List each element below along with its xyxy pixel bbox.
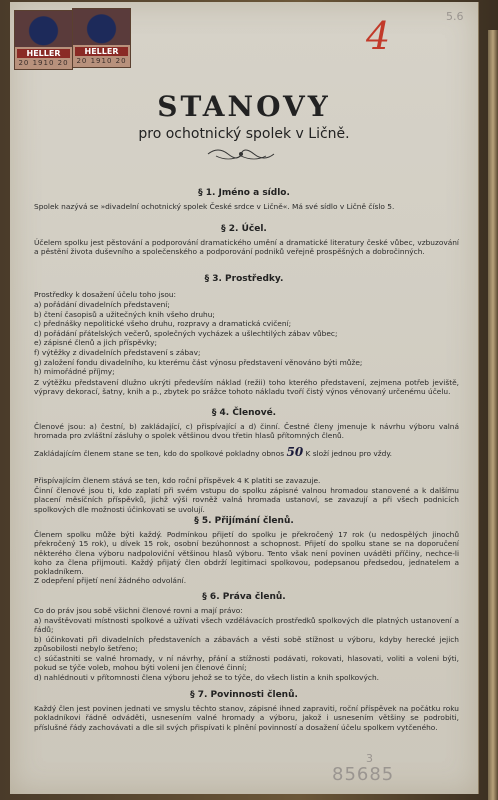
- section-heading: § 5. Přijímání členů.: [194, 516, 294, 526]
- list-item: d) pořádání přátelských večerů, společných vycházek a ušlechtilých zábav vůbec;: [34, 328, 338, 338]
- list-item: a) pořádání divadelních představení;: [34, 300, 170, 309]
- section-heading: § 7. Povinnosti členů.: [190, 690, 298, 700]
- revenue-stamp-2: [72, 8, 131, 68]
- section-text: Z výtěžku představení dlužno ukrýti především náklad (režii) toho kterého představení, zejmena potřeb jeviště, výpravy dekorací, šatny, knih a p., zbytek po srážce tohoto nákladu tvoří čistý výnos věnovaný určenému účelu.: [34, 378, 459, 397]
- handwritten-amount: 50: [286, 445, 304, 459]
- archive-number: 85685: [332, 764, 395, 785]
- stamp-year: 20 1910 20: [76, 57, 127, 65]
- list-item: c) súčastniti se valné hromady, v ní návrhy, přání a stížnosti podávati, rokovati, hlasovati, voliti a voleni býti, pokud se týče voleb, mohou býti voleni jen členové činní;: [34, 654, 459, 673]
- section-heading: § 1. Jméno a sídlo.: [198, 188, 290, 198]
- list-item: b) čtení časopisů a užitečných knih všeho druhu;: [34, 309, 215, 319]
- section-text: Činní členové jsou ti, kdo zaplatí při svém vstupu do spolku zápisné valnou hromadou stanovené a k dalšímu placení měsíčních příspěvků, jichž výši rovněž valná hromada ustanoví, se zavazují a při všech podnicích spolkových dle možnosti účinkovati se uvolují.: [34, 486, 459, 514]
- document-subtitle: pro ochotnický spolek v Ličně.: [138, 126, 350, 142]
- founder-clause: [34, 445, 459, 459]
- stamp-label: HELLER: [17, 49, 70, 58]
- list-item: f) výtěžky z divadelních představení s zábav;: [34, 347, 201, 357]
- list-item: d) nahlédnouti v přítomnosti člena výboru jehož se to týče, do všech listin a knih spolkových.: [34, 673, 379, 682]
- stamp-label: HELLER: [75, 47, 128, 56]
- means-list: [34, 300, 459, 377]
- section-text: Spolek nazývá se »divadelní ochotnický spolek České srdce v Ličně«. Má své sídlo v Ličně číslo 5.: [34, 202, 395, 211]
- page-number: 5.6: [446, 10, 464, 23]
- revenue-stamp-1: [14, 10, 73, 70]
- founder-text-post: K složí jednou pro vždy.: [305, 449, 393, 458]
- list-item: b) účinkovati při divadelních představeních a zábavách a věsti sobě stížnost u výboru, kdyby herecké jejich způsobilosti nebylo šetřeno;: [34, 635, 459, 654]
- section-text: Každý člen jest povinen jednati ve smyslu těchto stanov, zápisné ihned zapraviti, roční příspěvek na počátku roku pokladníkovi řádně odváděti, usnesením valné hromady a výboru, jakož i usnesením většiny se podrobiti, příslušné řády zachovávati a dle sil svých přispívati k plnění povinností a dosažení účelu spolkem vytčeného.: [34, 704, 459, 732]
- section-heading: § 3. Prostředky.: [204, 274, 284, 284]
- list-item: h) mimořádné příjmy;: [34, 367, 115, 377]
- section-heading: § 6. Práva členů.: [202, 592, 286, 602]
- section-text: Účelem spolku jest pěstování a podporování dramatického umění a dramatické literatury české vůbec, vzbuzování a pěstění života duševního a společenského a podporování podniků veřejně prospěšných a dobročinných.: [34, 238, 459, 257]
- section-text: Členové jsou: a) čestní, b) zakládající, c) přispívající a d) činní. Čestné členy jmenuje k návrhu výboru valná hromada pro zvláštní zásluhy o spolek většinou dvou třetin hlasů přítomných členů.: [34, 422, 459, 441]
- pencil-note: 3: [366, 752, 373, 765]
- section-heading: § 4. Členové.: [211, 408, 277, 418]
- section-intro: Prostředky k dosažení účelu toho jsou:: [34, 290, 177, 299]
- section-intro: Co do práv jsou sobě všichni členové rovni a mají právo:: [34, 606, 243, 615]
- list-item: g) založení fondu divadelního, ku kterému část výnosu představení věnováno býti může;: [34, 357, 363, 367]
- founder-text-pre: Zakládajícím členem stane se ten, kdo do spolkové pokladny obnos: [34, 449, 285, 458]
- red-pencil-mark: 4: [366, 14, 391, 58]
- section-text: Z odepření přijetí není žádného odvolání.: [34, 576, 187, 585]
- stamp-year: 20 1910 20: [18, 59, 69, 67]
- document-title: STANOVY: [157, 90, 331, 123]
- ornament-icon: [206, 146, 276, 162]
- list-item: e) zápisné členů a jich příspěvky;: [34, 338, 157, 348]
- page-stack-edge: [488, 30, 498, 800]
- list-item: c) přednášky nepolitické všeho druhu, rozpravy a dramatická cvičení;: [34, 319, 292, 329]
- list-item: a) navštěvovati místnosti spolkové a užívati všech vzdělávacích prostředků spolkových dle platných ustanovení a řádů;: [34, 616, 459, 635]
- section-text: Přispívajícím členem stává se ten, kdo roční příspěvek 4 K platiti se zavazuje.: [34, 476, 321, 485]
- document-page: [10, 2, 479, 794]
- section-text: Členem spolku může býti každý. Podmínkou přijetí do spolku je překročený 17 rok (u nedospělých jinochů překročený 15 rok), u dívek 15 rok, osobní bezúhonnost a schopnost. Přijetí do spolku stane se na doporučení některého člena výboru nadpoloviční většinou hlasů výboru. Tento však není povinen uváděti příčiny, nechce-li koho za člena přijmouti. Každý přijatý člen obdrží legitimaci spolkovou, podepsanou předsedou, jednatelem a pokladníkem.: [34, 530, 459, 577]
- section-heading: § 2. Účel.: [221, 224, 267, 234]
